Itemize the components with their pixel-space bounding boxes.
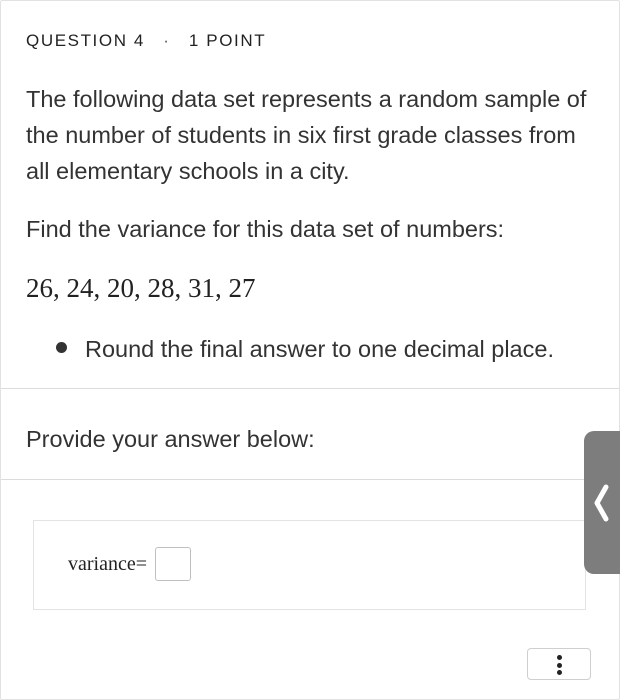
answer-area — [33, 520, 586, 610]
question-prompt: The following data set represents a random sample of the number of students in six first grade classes from all elementary schools in a city. — [26, 86, 587, 184]
question-number: QUESTION 4 — [26, 31, 145, 50]
more-vertical-icon — [557, 655, 562, 678]
divider — [1, 388, 619, 389]
question-instruction: Find the variance for this data set of numbers: — [26, 216, 505, 242]
question-points: 1 POINT — [188, 31, 267, 50]
data-set-values: 26, 24, 20, 28, 31, 27 — [26, 273, 256, 303]
rounding-instruction — [56, 331, 554, 367]
side-panel-toggle[interactable] — [584, 431, 620, 574]
answer-heading: Provide your answer below: — [26, 426, 315, 452]
bullet-icon — [56, 342, 67, 353]
variance-input[interactable] — [155, 547, 191, 581]
variance-label: variance= — [68, 553, 148, 575]
chevron-left-icon — [591, 483, 613, 523]
header-separator: · — [163, 31, 171, 50]
bullet-text: Round the final answer to one decimal place. — [85, 336, 554, 362]
more-options-button[interactable] — [527, 648, 591, 680]
divider — [1, 479, 619, 480]
question-header — [26, 31, 266, 51]
